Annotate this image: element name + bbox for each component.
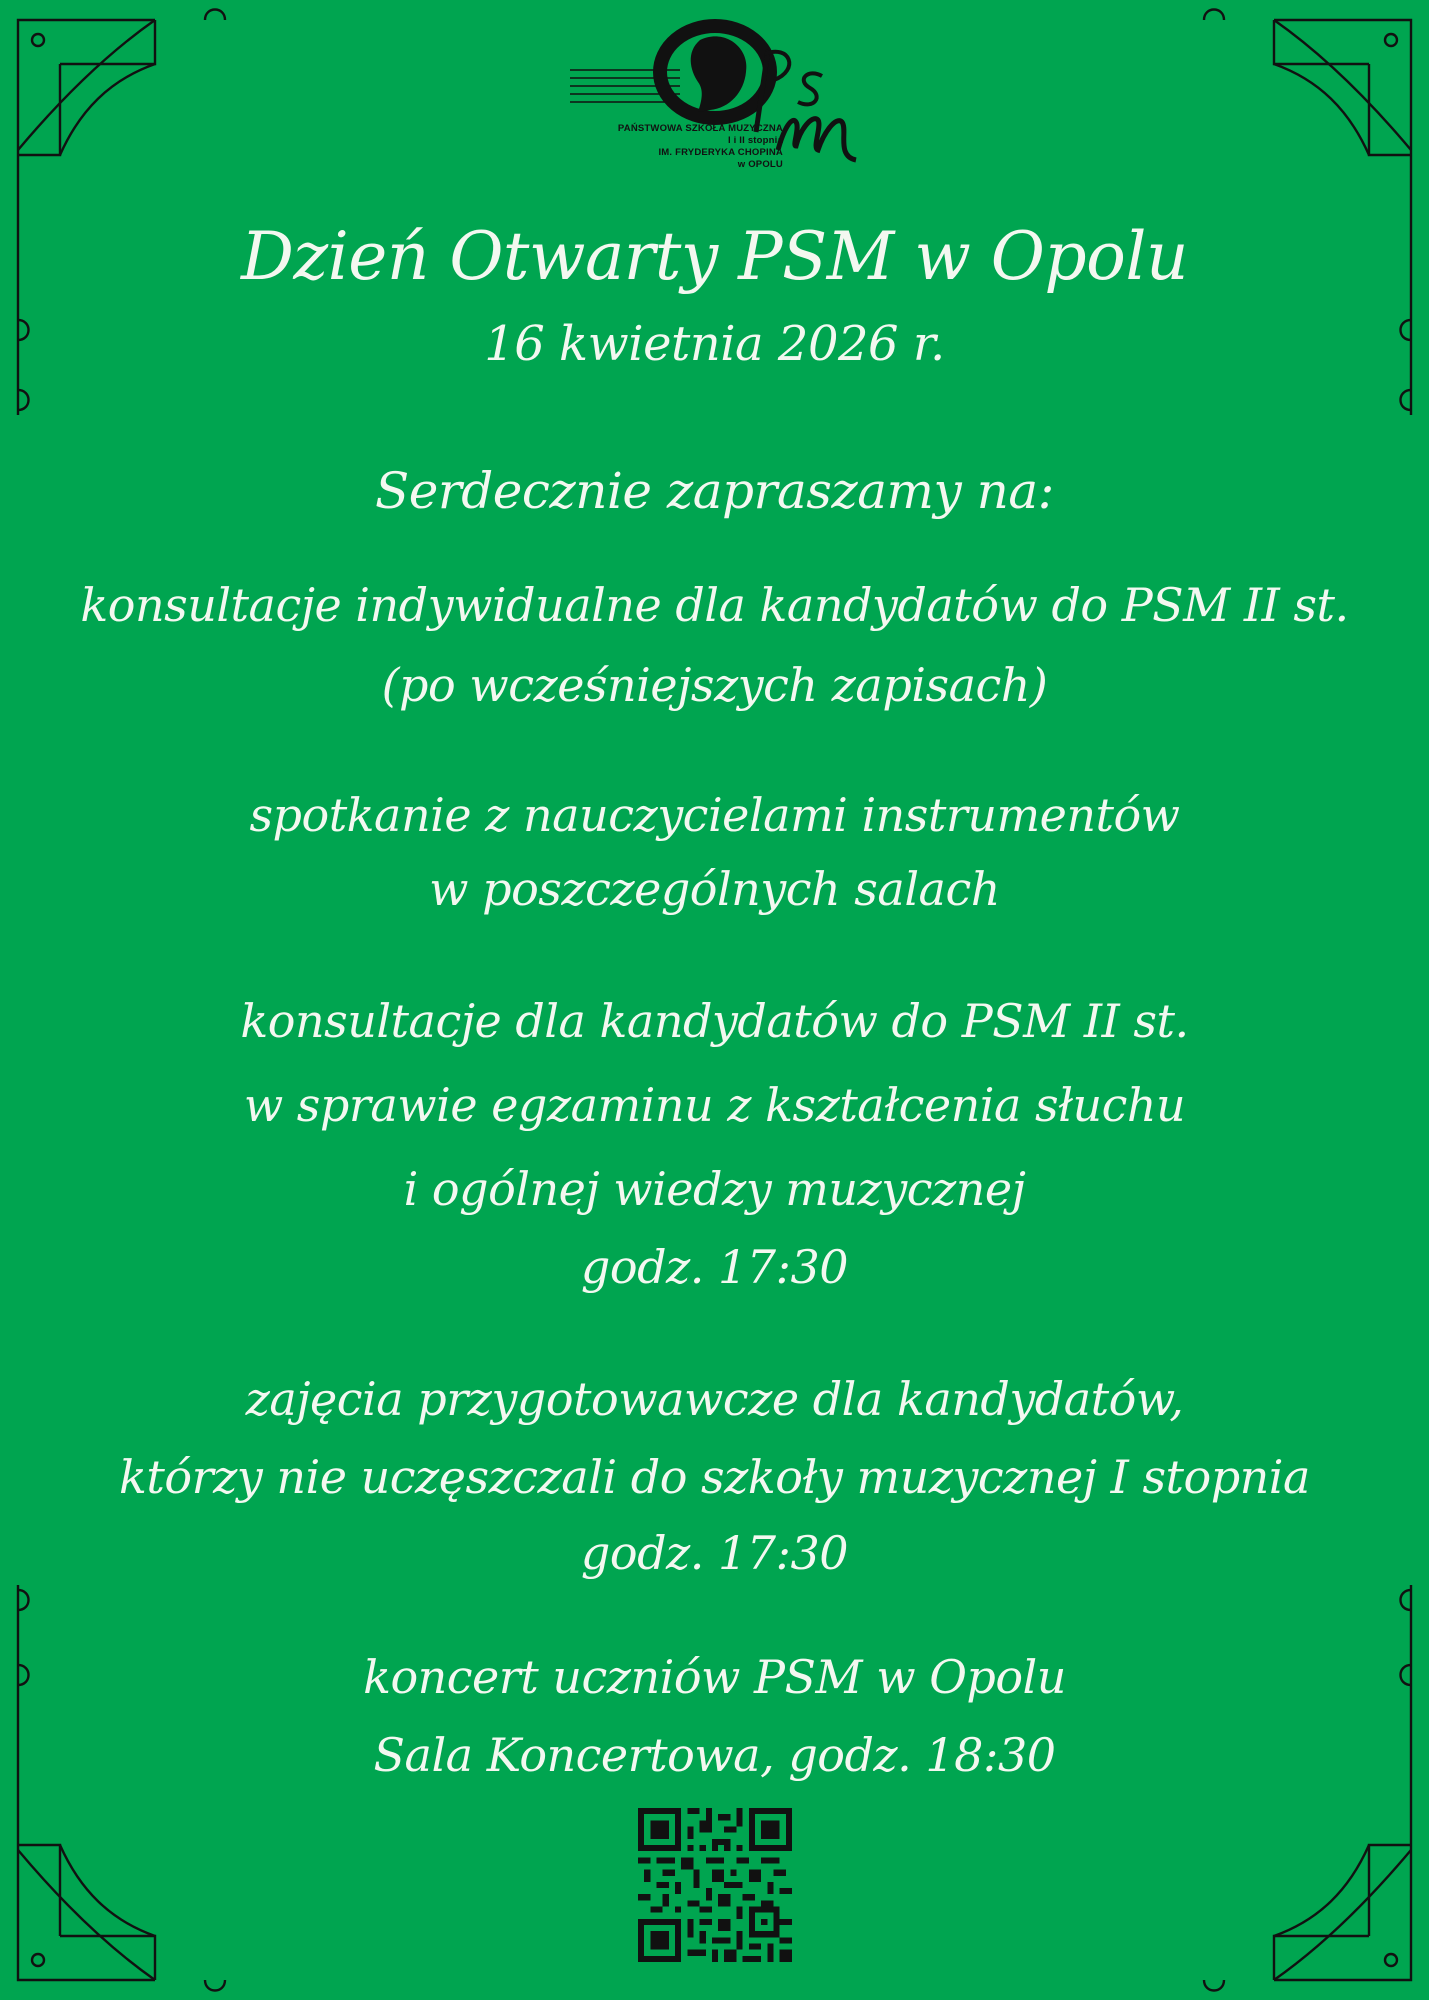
school-logo — [560, 10, 880, 180]
page-title: Dzień Otwarty PSM w Opolu — [240, 218, 1188, 295]
event-5-line-1: koncert uczniów PSM w Opolu — [363, 1650, 1066, 1704]
qr-code-icon[interactable] — [638, 1808, 792, 1962]
event-4-line-3: godz. 17:30 — [580, 1526, 849, 1580]
event-3-line-3: i ogólnej wiedzy muzycznej — [403, 1162, 1026, 1216]
logo-line-3: IM. FRYDERYKA CHOPINA — [658, 147, 783, 158]
event-1-line-2: (po wcześniejszych zapisach) — [381, 658, 1048, 712]
logo-line-1: PAŃSTWOWA SZKOŁA MUZYCZNA — [617, 123, 783, 134]
event-3-line-2: w sprawie egzaminu z kształcenia słuchu — [243, 1078, 1186, 1132]
event-1-line-1: konsultacje indywidualne dla kandydatów do PSM II st. — [80, 578, 1349, 632]
corner-ornament-bottom-left — [18, 1585, 225, 1991]
event-4-line-2: którzy nie uczęszczali do szkoły muzycznej I stopnia — [119, 1450, 1310, 1504]
corner-ornament-bottom-right — [1204, 1585, 1411, 1991]
event-4-line-1: zajęcia przygotowawcze dla kandydatów, — [245, 1372, 1184, 1426]
logo-line-4: w OPOLU — [737, 159, 783, 170]
event-date: 16 kwietnia 2026 r. — [484, 316, 945, 372]
event-3-line-4: godz. 17:30 — [580, 1240, 849, 1294]
event-3-line-1: konsultacje dla kandydatów do PSM II st. — [240, 994, 1189, 1048]
logo-line-2: I i II stopnia — [727, 135, 783, 146]
invitation-heading: Serdecznie zapraszamy na: — [375, 462, 1054, 520]
event-2-line-1: spotkanie z nauczycielami instrumentów — [249, 788, 1180, 842]
event-5-line-2: Sala Koncertowa, godz. 18:30 — [373, 1728, 1056, 1782]
event-2-line-2: w poszczególnych salach — [429, 862, 1000, 916]
